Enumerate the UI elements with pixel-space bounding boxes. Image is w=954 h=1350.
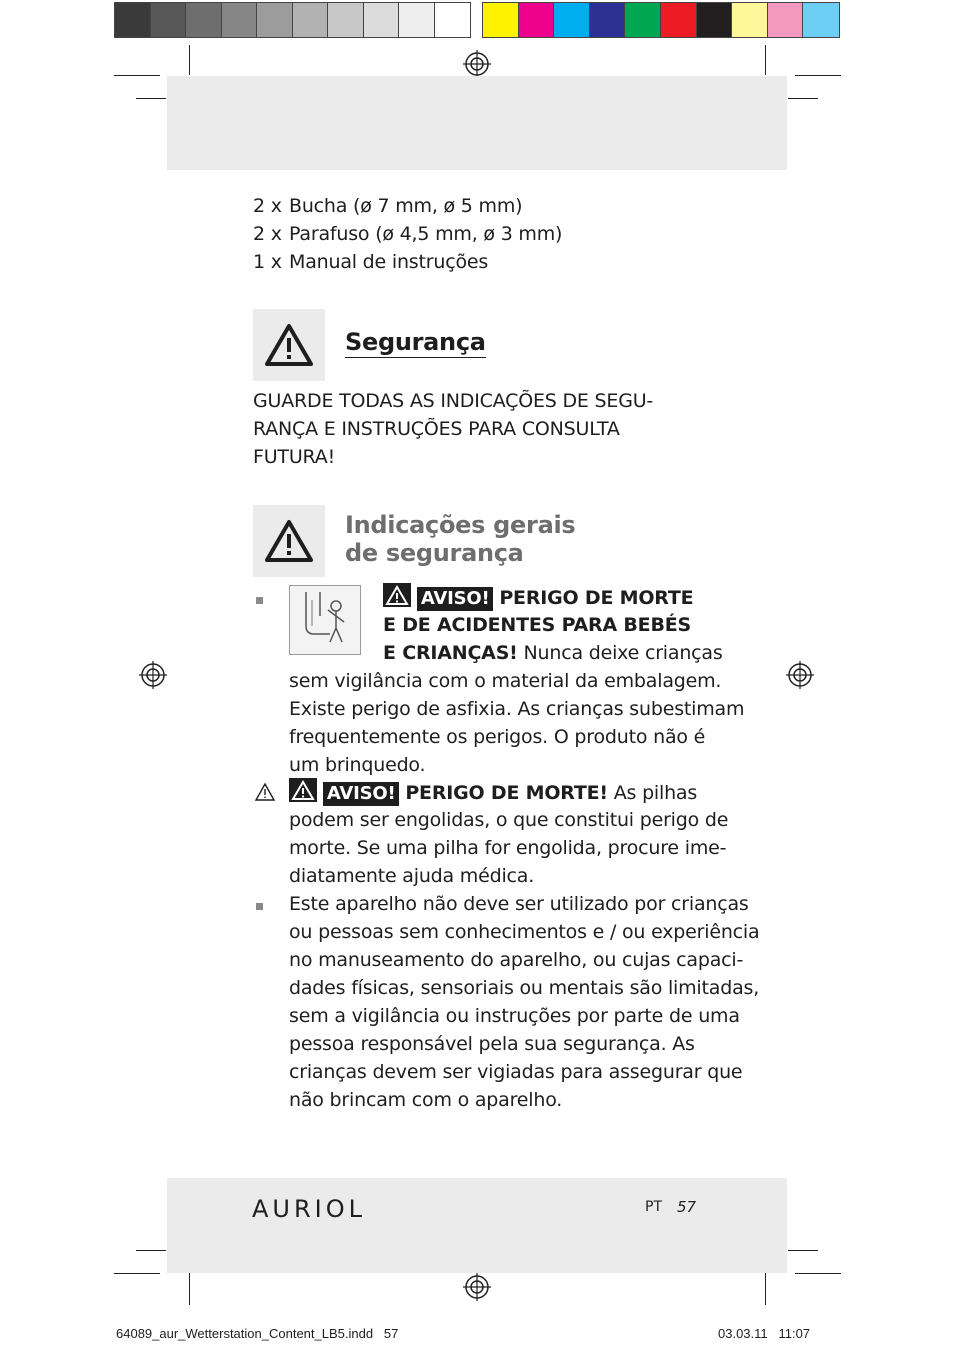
- item3-text: Este aparelho não deve ser utilizado por crianças: [289, 893, 749, 915]
- item1-bold: E DE ACIDENTES PARA BEBÉS: [383, 614, 692, 636]
- item3-text: crianças devem ser vigiadas para assegurar que: [289, 1061, 743, 1083]
- parts-qty: 2 x: [253, 195, 282, 217]
- color-swatch: [364, 3, 400, 37]
- registration-mark-icon: [139, 661, 167, 689]
- warning-box: [253, 505, 325, 577]
- item1-line3: [383, 639, 723, 667]
- parts-qty: 1 x: [253, 251, 282, 273]
- registration-mark-icon: [463, 1273, 491, 1301]
- crop-mark: [795, 1273, 841, 1274]
- safety-notice-line: GUARDE TODAS AS INDICAÇÕES DE SEGU-: [253, 390, 654, 412]
- aviso-label: AVISO!: [417, 587, 494, 611]
- color-swatch: [732, 3, 768, 37]
- color-swatch: [435, 3, 471, 37]
- item3-text: sem a vigilância ou instruções por parte de uma: [289, 1005, 740, 1027]
- item2-text: morte. Se uma pilha for engolida, procure ime-: [289, 837, 727, 859]
- item2-text: diatamente ajuda médica.: [289, 865, 535, 887]
- brand-logo: AURIOL: [252, 1195, 366, 1223]
- bullet: [256, 903, 263, 910]
- item1-text: frequentemente os perigos. O produto não é: [289, 726, 706, 748]
- warning-outline-icon: [254, 782, 276, 802]
- section-heading-seguranca: Segurança: [345, 328, 486, 356]
- item2-text: podem ser engolidas, o que constitui perigo de: [289, 809, 729, 831]
- color-swatch: [399, 3, 435, 37]
- section-heading-general: de segurança: [345, 539, 524, 567]
- registration-mark-icon: [786, 661, 814, 689]
- color-swatch: [803, 3, 839, 37]
- safety-notice-line: FUTURA!: [253, 446, 335, 468]
- color-calibration-bar: [482, 2, 840, 38]
- color-swatch: [625, 3, 661, 37]
- crop-mark: [765, 45, 766, 75]
- safety-notice-line: RANÇA E INSTRUÇÕES PARA CONSULTA: [253, 418, 620, 440]
- color-swatch: [554, 3, 590, 37]
- language-code: PT: [645, 1199, 662, 1215]
- registration-mark-icon: [463, 50, 491, 78]
- item1-text: um brinquedo.: [289, 754, 426, 776]
- item1-bold: PERIGO DE MORTE: [499, 587, 694, 609]
- footer-band: [167, 1178, 787, 1273]
- crop-mark: [189, 45, 190, 75]
- item1-text: Nunca deixe crianças: [523, 642, 723, 664]
- crop-mark: [136, 98, 166, 99]
- color-swatch: [222, 3, 258, 37]
- color-swatch: [115, 3, 151, 37]
- bullet: [256, 597, 263, 604]
- crop-mark: [136, 1250, 166, 1251]
- color-swatch: [519, 3, 555, 37]
- item3-text: no manuseamento do aparelho, ou cujas capaci-: [289, 949, 744, 971]
- grey-calibration-bar: [114, 2, 471, 38]
- item3-text: pessoa responsável pela sua segurança. As: [289, 1033, 695, 1055]
- section-heading-general: Indicações gerais: [345, 511, 576, 539]
- page-number: 57: [677, 1198, 697, 1216]
- crop-mark: [114, 1273, 160, 1274]
- date-slug: 03.03.11 11:07: [718, 1326, 811, 1341]
- color-swatch: [768, 3, 804, 37]
- item3-text: dades físicas, sensoriais ou mentais são limitadas,: [289, 977, 760, 999]
- warning-triangle-icon: [383, 583, 411, 607]
- item1-text: sem vigilância com o material da embalagem.: [289, 670, 722, 692]
- child-warning-pictogram: [289, 585, 361, 655]
- item3-text: não brincam com o aparelho.: [289, 1089, 563, 1111]
- color-swatch: [293, 3, 329, 37]
- color-swatch: [661, 3, 697, 37]
- crop-mark: [765, 1273, 766, 1305]
- aviso-label: AVISO!: [323, 782, 400, 806]
- warning-triangle-icon: [289, 778, 317, 802]
- crop-mark: [788, 98, 818, 99]
- item2-bold: PERIGO DE MORTE!: [405, 782, 608, 804]
- item2-text: As pilhas: [613, 782, 698, 804]
- color-swatch: [186, 3, 222, 37]
- child-with-bag-icon: [290, 586, 360, 654]
- color-swatch: [483, 3, 519, 37]
- parts-item: Manual de instruções: [289, 251, 489, 273]
- crop-mark: [788, 1250, 818, 1251]
- color-swatch: [590, 3, 626, 37]
- parts-item: Bucha (ø 7 mm, ø 5 mm): [289, 195, 523, 217]
- item2-line1: [289, 778, 697, 807]
- color-swatch: [151, 3, 187, 37]
- item1-line1: [383, 583, 693, 612]
- parts-qty: 2 x: [253, 223, 282, 245]
- crop-mark: [114, 75, 160, 76]
- item1-text: Existe perigo de asfixia. As crianças subestimam: [289, 698, 745, 720]
- parts-item: Parafuso (ø 4,5 mm, ø 3 mm): [289, 223, 563, 245]
- crop-mark: [795, 75, 841, 76]
- warning-box: [253, 309, 325, 381]
- color-swatch: [697, 3, 733, 37]
- color-swatch: [257, 3, 293, 37]
- item1-bold: E CRIANÇAS!: [383, 642, 518, 664]
- color-swatch: [328, 3, 364, 37]
- item3-text: ou pessoas sem conhecimentos e / ou experiência: [289, 921, 760, 943]
- header-band: [167, 76, 787, 170]
- crop-mark: [189, 1273, 190, 1305]
- warning-triangle-icon: [263, 322, 315, 368]
- file-slug: 64089_aur_Wetterstation_Content_LB5.indd 57: [116, 1326, 399, 1341]
- warning-triangle-icon: [263, 518, 315, 564]
